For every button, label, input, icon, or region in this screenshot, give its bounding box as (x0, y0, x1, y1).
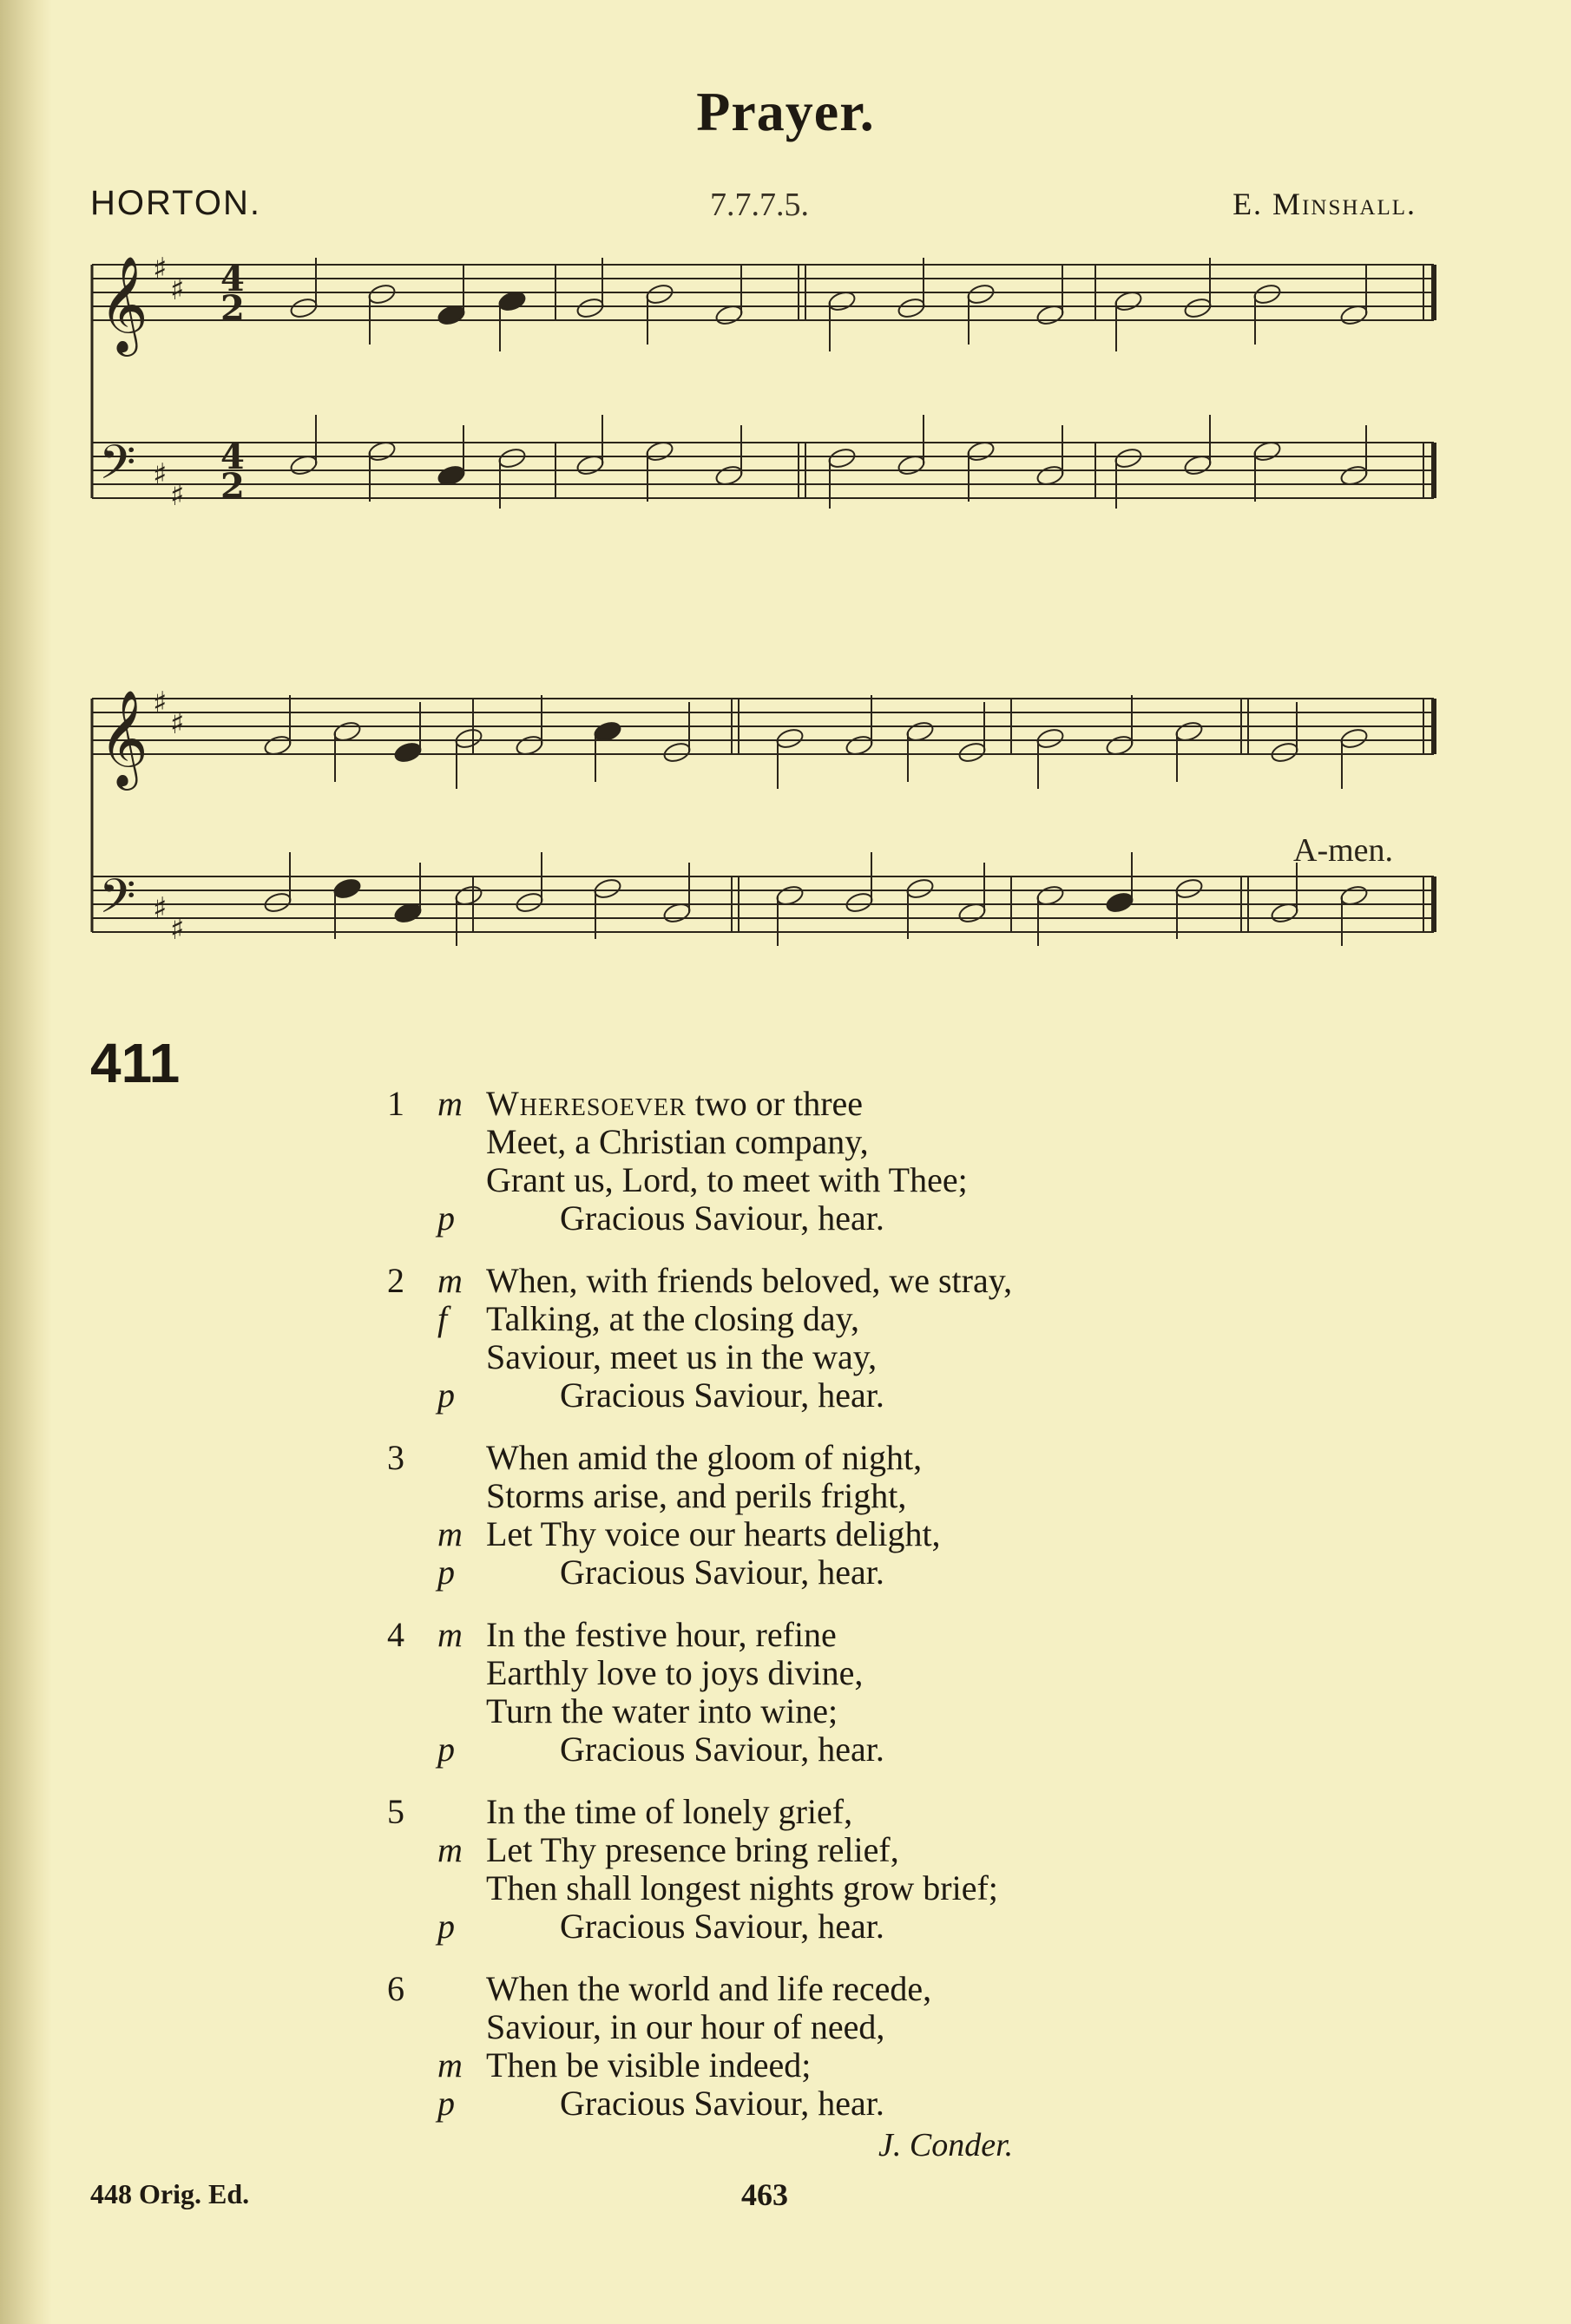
verse-line (347, 1970, 1215, 2008)
verse-text (486, 1970, 931, 2008)
sharp-icon: ♯ (153, 457, 168, 492)
composer: E. Minshall. (1232, 187, 1417, 221)
sharp-icon: ♯ (170, 912, 185, 947)
page-number: 463 (741, 2177, 788, 2212)
notehead (263, 890, 293, 914)
notehead (497, 446, 527, 469)
verse-number: 1 (387, 1084, 404, 1123)
verse-text (486, 1262, 1012, 1300)
verse-line (347, 2084, 1215, 2123)
verse-line-text: Storms arise, and perils fright, (486, 1476, 907, 1515)
verse-text (486, 2008, 884, 2046)
verse-line (347, 2046, 1215, 2084)
verse-text (560, 1730, 884, 1769)
verse (347, 1970, 1215, 2123)
verse-number: 4 (387, 1615, 404, 1654)
notehead (1174, 876, 1204, 900)
verse-text (486, 1085, 863, 1123)
verse-text (486, 2046, 811, 2084)
verse-line (347, 1654, 1215, 1692)
verse-line-text: Gracious Saviour, hear. (560, 1375, 884, 1415)
verse-line-text: When, with friends beloved, we stray, (486, 1261, 1013, 1300)
verse-number: 5 (387, 1792, 404, 1831)
verse-line (347, 1616, 1215, 1654)
verse-text (486, 1793, 852, 1831)
sharp-icon: ♯ (153, 891, 168, 926)
verse (347, 1616, 1215, 1769)
verse-text (486, 1300, 859, 1338)
verse-text (486, 1616, 837, 1654)
verse-lead-word: Wheresoever (486, 1084, 687, 1123)
notehead (1035, 726, 1065, 750)
verse (347, 1439, 1215, 1592)
verse-text (486, 1515, 941, 1553)
verse-line-text: Gracious Saviour, hear. (560, 1907, 884, 1946)
verse-line (347, 1515, 1215, 1553)
notehead (332, 876, 362, 900)
verse-line-text: Meet, a Christian company, (486, 1122, 869, 1161)
verse-line (347, 2008, 1215, 2046)
verse-line-text: In the time of lonely grief, (486, 1792, 853, 1831)
meter: 7.7.7.5. (710, 187, 809, 223)
dynamic-marking: m (437, 1615, 463, 1654)
dynamic-marking: m (437, 1830, 463, 1869)
verse-line-text: When the world and life recede, (486, 1969, 932, 2008)
time-signature-bottom: 2 (220, 466, 245, 507)
sharp-icon: ♯ (170, 272, 185, 307)
treble-clef-icon: 𝄞 (99, 255, 148, 352)
notehead (454, 726, 483, 750)
verse-line-text: Gracious Saviour, hear. (560, 1553, 884, 1592)
verse-line-text: Let Thy presence bring relief, (486, 1830, 899, 1869)
sharp-icon: ♯ (170, 706, 185, 741)
verse-line-text: In the festive hour, refine (486, 1615, 837, 1654)
sharp-icon: ♯ (153, 252, 168, 286)
notehead (645, 282, 674, 305)
verse-line-text: Gracious Saviour, hear. (560, 2084, 884, 2123)
verse-line-text: Let Thy voice our hearts delight, (486, 1514, 941, 1553)
notehead (515, 890, 544, 914)
verse (347, 1085, 1215, 1237)
verse-line-text: Gracious Saviour, hear. (560, 1198, 884, 1237)
verse-line-text: Then shall longest nights grow brief; (486, 1868, 998, 1907)
verse-line (347, 1199, 1215, 1237)
verse-line (347, 1161, 1215, 1199)
verse-line (347, 1730, 1215, 1769)
notehead (957, 740, 987, 764)
verse-text (486, 1831, 899, 1869)
notehead (593, 876, 622, 900)
verse-line-text: Talking, at the closing day, (486, 1299, 860, 1338)
notehead (393, 740, 423, 764)
notehead (575, 296, 605, 319)
tune-name: HORTON. (90, 184, 261, 222)
verse-line (347, 1907, 1215, 1946)
page-title: Prayer. (696, 81, 875, 142)
verse-line (347, 1692, 1215, 1730)
time-signature-top: 4 (220, 259, 245, 299)
verse-line (347, 1439, 1215, 1477)
notehead (1270, 740, 1299, 764)
amen-label: A-men. (1293, 832, 1394, 869)
notehead (289, 296, 319, 319)
verse-text (560, 1376, 884, 1415)
verse-line (347, 1831, 1215, 1869)
verse-line (347, 1123, 1215, 1161)
sharp-icon: ♯ (170, 478, 185, 513)
dynamic-marking: p (437, 1553, 455, 1592)
verse-line-text: Saviour, in our hour of need, (486, 2007, 885, 2046)
notehead (827, 446, 857, 469)
time-signature-bottom: 2 (220, 288, 245, 329)
time-signature-top: 4 (220, 437, 245, 477)
verse-text (486, 1692, 838, 1730)
bass-clef-icon: 𝄢 (99, 869, 136, 936)
verse-line (347, 1477, 1215, 1515)
verse-text (560, 1199, 884, 1237)
verse-line (347, 1553, 1215, 1592)
verses-block (347, 1085, 1215, 2147)
verse-text (486, 1869, 998, 1907)
notehead (966, 282, 996, 305)
notehead (662, 740, 692, 764)
verse-line (347, 1869, 1215, 1907)
verse-line-text: Saviour, meet us in the way, (486, 1337, 878, 1376)
verse-line-text: Earthly love to joys divine, (486, 1653, 864, 1692)
author: J. Conder. (878, 2127, 1014, 2163)
verse-line-text: Gracious Saviour, hear. (560, 1730, 884, 1769)
verse-number: 3 (387, 1438, 404, 1477)
notehead (1114, 446, 1143, 469)
notehead (1105, 890, 1134, 914)
dynamic-marking: m (437, 1261, 463, 1300)
notehead (367, 282, 397, 305)
verse-number: 2 (387, 1261, 404, 1300)
sharp-icon: ♯ (153, 686, 168, 720)
dynamic-marking: p (437, 1730, 455, 1769)
hymn-number: 411 (90, 1032, 181, 1094)
verse-line (347, 1300, 1215, 1338)
verse-line (347, 1085, 1215, 1123)
dynamic-marking: p (437, 1907, 455, 1946)
notehead (1339, 726, 1369, 750)
verse-text (486, 1161, 968, 1199)
verse-line (347, 1793, 1215, 1831)
verse (347, 1262, 1215, 1415)
verse-text (486, 1654, 863, 1692)
verse-text (486, 1477, 906, 1515)
dynamic-marking: p (437, 1375, 455, 1415)
music-score (0, 0, 1571, 1041)
verse-text (486, 1338, 877, 1376)
notehead (1252, 282, 1282, 305)
dynamic-marking: f (437, 1299, 448, 1338)
bass-clef-icon: 𝄢 (99, 435, 136, 502)
dynamic-marking: m (437, 1084, 463, 1123)
dynamic-marking: p (437, 1198, 455, 1237)
verse-text (486, 1123, 869, 1161)
dynamic-marking: m (437, 1514, 463, 1553)
verse (347, 1793, 1215, 1946)
notehead (845, 890, 874, 914)
verse-number: 6 (387, 1969, 404, 2008)
dynamic-marking: p (437, 2084, 455, 2123)
treble-clef-icon: 𝄞 (99, 689, 148, 786)
verse-line-text: two or three (686, 1084, 864, 1123)
verse-text (486, 1439, 922, 1477)
original-edition-ref: 448 Orig. Ed. (90, 2178, 250, 2209)
verse-line-text: Then be visible indeed; (486, 2045, 812, 2084)
verse-line-text: Grant us, Lord, to meet with Thee; (486, 1160, 968, 1199)
notehead (897, 296, 926, 319)
verse-line-text: When amid the gloom of night, (486, 1438, 923, 1477)
verse-line (347, 1376, 1215, 1415)
dynamic-marking: m (437, 2045, 463, 2084)
verse-line (347, 1262, 1215, 1300)
notehead (1183, 296, 1213, 319)
verse-line (347, 1338, 1215, 1376)
verse-line-text: Turn the water into wine; (486, 1691, 838, 1730)
notehead (905, 876, 935, 900)
verse-text (560, 1553, 884, 1592)
notehead (775, 726, 805, 750)
verse-text (560, 1907, 884, 1946)
verse-text (560, 2084, 884, 2123)
